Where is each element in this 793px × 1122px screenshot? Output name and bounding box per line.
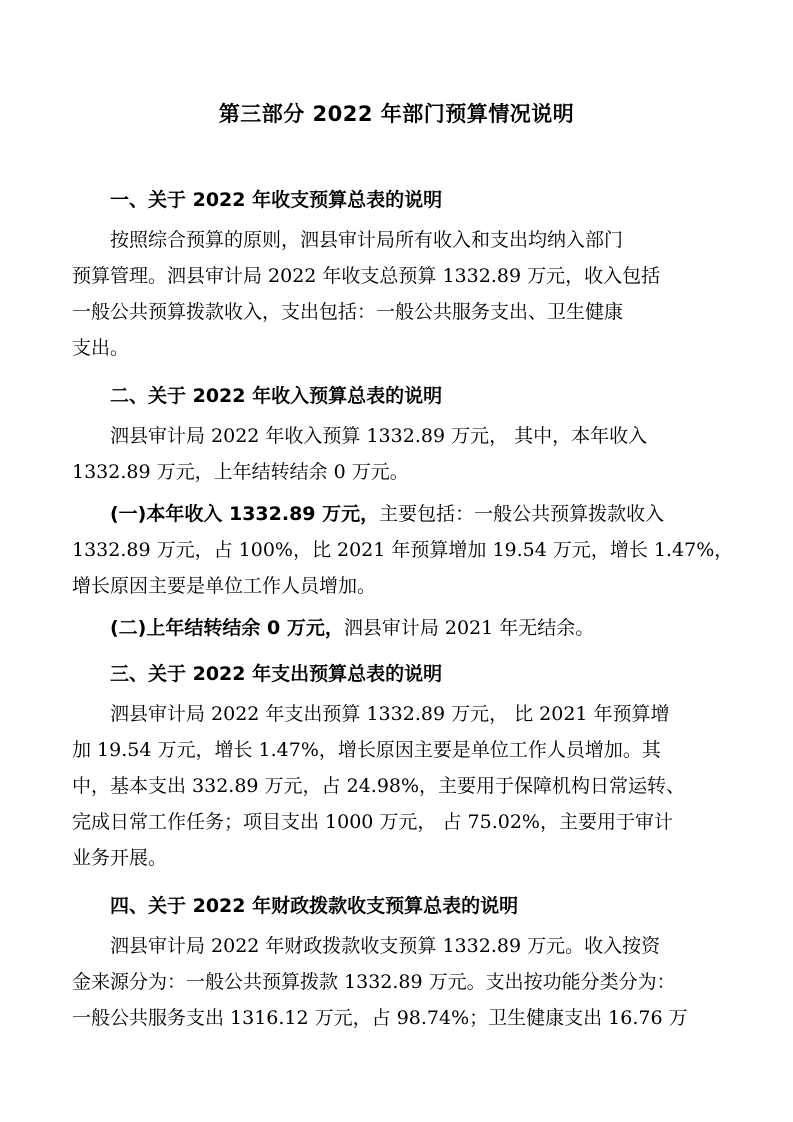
paragraph-line: 金来源分为：一般公共预算拨款 1332.89 万元。支出按功能分类分为： xyxy=(72,971,676,993)
paragraph-line: 预算管理。泗县审计局 2022 年收支总预算 1332.89 万元，收入包括 xyxy=(72,265,661,287)
paragraph-line: 支出。 xyxy=(72,337,130,359)
paragraph-line: 泗县审计局 2022 年支出预算 1332.89 万元， 比 2021 年预算增 xyxy=(110,703,670,725)
section-heading: 二、关于 2022 年收入预算总表的说明 xyxy=(110,385,443,407)
paragraph-line xyxy=(72,496,726,532)
sub-item-lead: (一)本年收入 1332.89 万元， xyxy=(110,503,380,525)
paragraph-line: 泗县审计局 2022 年财政拨款收支预算 1332.89 万元。收入按资 xyxy=(110,935,661,957)
section-paragraph xyxy=(72,222,726,366)
paragraph-line: 一般公共服务支出 1316.12 万元，占 98.74%；卫生健康支出 16.76 万 xyxy=(72,1007,688,1029)
paragraph-line: 业务开展。 xyxy=(72,847,168,869)
section-paragraph xyxy=(72,696,726,876)
section-heading: 一、关于 2022 年收支预算总表的说明 xyxy=(110,189,443,211)
sub-item-2 xyxy=(72,610,726,646)
paragraph-line: 完成日常工作任务；项目支出 1000 万元， 占 75.02%，主要用于审计 xyxy=(72,811,673,833)
section-4 xyxy=(72,884,726,1036)
sub-item-text: 泗县审计局 2021 年无结余。 xyxy=(343,617,595,639)
sub-item-text: 主要包括：一般公共预算拨款收入 xyxy=(379,503,665,525)
document-body xyxy=(72,178,734,1036)
paragraph-line: 按照综合预算的原则，泗县审计局所有收入和支出均纳入部门 xyxy=(110,229,624,251)
section-heading: 三、关于 2022 年支出预算总表的说明 xyxy=(110,663,443,685)
page-title: 第三部分 2022 年部门预算情况说明 xyxy=(218,102,575,126)
paragraph-line: 中，基本支出 332.89 万元，占 24.98%，主要用于保障机构日常运转、 xyxy=(72,775,686,797)
section-1 xyxy=(72,178,726,366)
section-3 xyxy=(72,652,726,876)
section-paragraph xyxy=(72,928,726,1036)
paragraph-line xyxy=(72,610,726,646)
paragraph-line: 泗县审计局 2022 年收入预算 1332.89 万元， 其中，本年收入 xyxy=(110,425,648,447)
section-heading: 四、关于 2022 年财政拨款收支预算总表的说明 xyxy=(110,895,519,917)
paragraph-line: 一般公共预算拨款收入，支出包括：一般公共服务支出、卫生健康 xyxy=(72,301,624,323)
paragraph-line: 增长原因主要是单位工作人员增加。 xyxy=(72,575,377,597)
sub-item-lead: (二)上年结转结余 0 万元， xyxy=(110,617,344,639)
section-paragraph xyxy=(72,418,726,490)
sub-item-1 xyxy=(72,496,734,604)
section-2 xyxy=(72,374,734,646)
paragraph-line: 1332.89 万元，占 100%，比 2021 年预算增加 19.54 万元，增长 1.47%， xyxy=(72,539,734,561)
paragraph-line: 加 19.54 万元，增长 1.47%，增长原因主要是单位工作人员增加。其 xyxy=(72,739,661,761)
paragraph-line: 1332.89 万元，上年结转结余 0 万元。 xyxy=(72,461,409,483)
